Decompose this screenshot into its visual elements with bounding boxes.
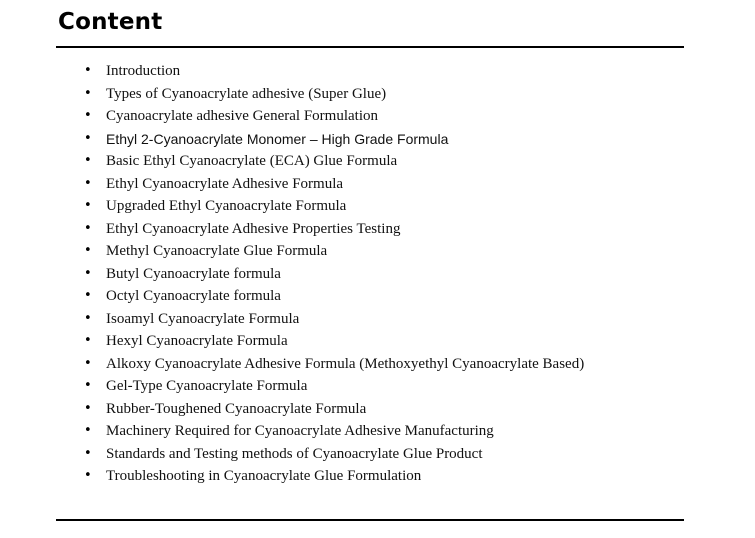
toc-item-label: Basic Ethyl Cyanoacrylate (ECA) Glue Formula [106, 153, 398, 169]
bullet-icon: • [84, 153, 92, 168]
toc-item-label: Standards and Testing methods of Cyanoacrylate Glue Product [106, 445, 483, 462]
bullet-icon: • [84, 243, 92, 258]
toc-item-isoamyl [0, 308, 584, 331]
bullet-icon: • [84, 288, 92, 303]
toc-item-label: Octyl Cyanoacrylate formula [106, 288, 281, 304]
bullet-icon: • [84, 175, 92, 191]
toc-item-label: Methyl Cyanoacrylate Glue Formula [106, 243, 328, 259]
toc-item-rubber-toughened [0, 398, 584, 421]
toc-item-hexyl [0, 330, 584, 353]
toc-item-label: Introduction [106, 63, 181, 79]
toc-item-butyl [0, 263, 584, 286]
toc-item-label: Hexyl Cyanoacrylate Formula [106, 333, 288, 349]
bullet-icon: • [84, 265, 92, 281]
bullet-icon: • [84, 130, 92, 146]
toc-item-troubleshooting [0, 465, 584, 488]
toc-item-ethyl-adhesive [0, 173, 584, 196]
toc-item-label: Troubleshooting in Cyanoacrylate Glue Formulation [106, 468, 422, 484]
bullet-icon: • [84, 468, 92, 483]
toc-item-alkoxy [0, 353, 584, 376]
toc-item-label: Ethyl Cyanoacrylate Adhesive Properties Testing [106, 220, 401, 237]
toc-item-label: Butyl Cyanoacrylate formula [106, 265, 281, 282]
bullet-icon: • [84, 378, 92, 393]
toc-item-introduction [0, 60, 584, 83]
bullet-icon: • [84, 198, 92, 213]
page-title: Content [58, 9, 163, 35]
toc-item-octyl [0, 285, 584, 308]
bullet-icon: • [84, 400, 92, 416]
table-of-contents [0, 60, 584, 488]
bullet-icon: • [84, 423, 92, 438]
toc-item-upgraded-ethyl [0, 195, 584, 218]
toc-item-standards [0, 443, 584, 466]
toc-item-label: Alkoxy Cyanoacrylate Adhesive Formula (Methoxyethyl Cyanoacrylate Based) [106, 355, 585, 372]
bullet-icon: • [84, 333, 92, 348]
top-divider [56, 46, 684, 48]
toc-item-label: Ethyl 2-Cyanoacrylate Monomer – High Grade Formula [106, 130, 449, 147]
toc-item-gel-type [0, 375, 584, 398]
toc-item-label: Rubber-Toughened Cyanoacrylate Formula [106, 400, 367, 417]
toc-item-label: Gel-Type Cyanoacrylate Formula [106, 378, 308, 394]
toc-item-basic-eca [0, 150, 584, 173]
bullet-icon: • [84, 310, 92, 326]
bullet-icon: • [84, 355, 92, 371]
bullet-icon: • [84, 108, 92, 123]
bullet-icon: • [84, 85, 92, 101]
toc-item-label: Types of Cyanoacrylate adhesive (Super Glue) [106, 85, 387, 102]
toc-item-general-formulation [0, 105, 584, 128]
toc-item-properties-testing [0, 218, 584, 241]
toc-item-machinery [0, 420, 584, 443]
bottom-divider [56, 519, 684, 521]
toc-item-types [0, 83, 584, 106]
bullet-icon: • [84, 220, 92, 236]
toc-item-methyl [0, 240, 584, 263]
toc-item-ethyl-monomer [0, 128, 584, 151]
bullet-icon: • [84, 445, 92, 461]
toc-item-label: Cyanoacrylate adhesive General Formulation [106, 108, 378, 124]
toc-item-label: Machinery Required for Cyanoacrylate Adhesive Manufacturing [106, 423, 494, 439]
bullet-icon: • [84, 63, 92, 78]
toc-item-label: Ethyl Cyanoacrylate Adhesive Formula [106, 175, 344, 192]
toc-item-label: Isoamyl Cyanoacrylate Formula [106, 310, 300, 327]
toc-item-label: Upgraded Ethyl Cyanoacrylate Formula [106, 198, 347, 214]
